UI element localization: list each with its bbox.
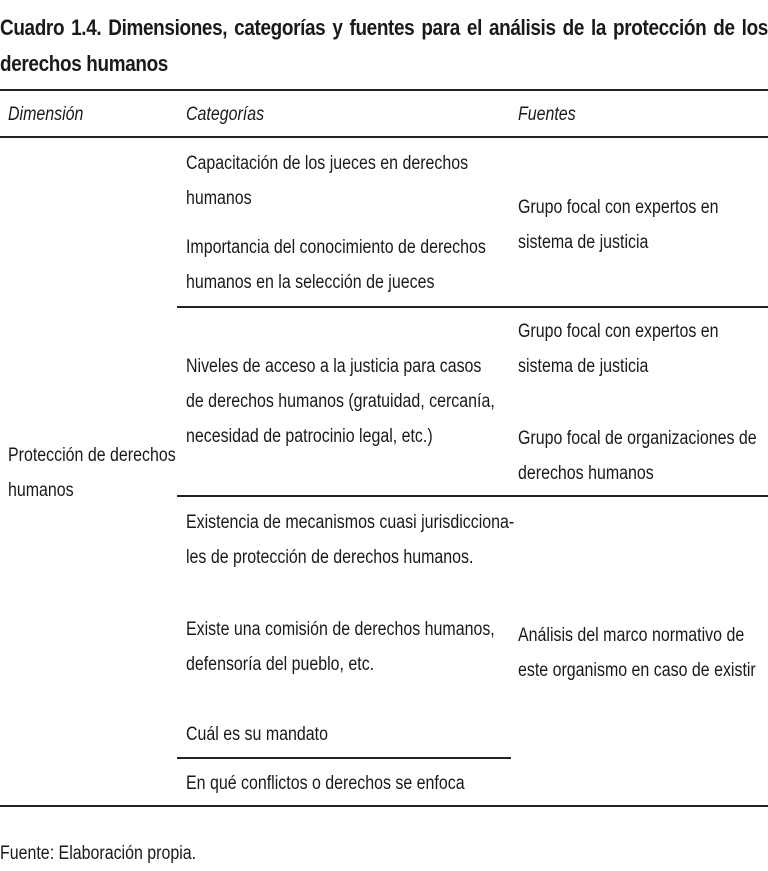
source-grupo-expertos-1-line-1: Grupo focal con expertos en [518,197,719,218]
mandate-row-rule [177,757,511,759]
category-niveles-line-3: necesidad de patrocinio legal, etc.) [186,426,433,447]
category-comision-line-1: Existe una comisión de derechos humanos, [186,619,495,640]
group-1-bottom-rule [177,306,768,308]
category-niveles-line-1: Niveles de acceso a la justicia para casos [186,356,482,377]
category-importancia-line-1: Importancia del conocimiento de derechos [186,237,486,258]
source-grupo-organizaciones-line-1: Grupo focal de organizaciones de [518,428,757,449]
category-mandato: Cuál es su mandato [186,724,328,745]
header-dimension: Dimensión [8,104,84,125]
category-comision-line-2: defensoría del pueblo, etc. [186,654,375,675]
category-conflictos: En qué conflictos o derechos se enfoca [186,773,465,794]
source-grupo-expertos-1-line-2: sistema de justicia [518,232,649,253]
category-mecanismos-line-1: Existencia de mecanismos cuasi jurisdicciona- [186,512,515,533]
group-2-bottom-rule [177,495,768,497]
header-fuentes: Fuentes [518,104,576,125]
category-capacitacion-line-1: Capacitación de los jueces en derechos [186,153,469,174]
source-grupo-expertos-2-line-2: sistema de justicia [518,356,649,377]
category-niveles-line-2: de derechos humanos (gratuidad, cercanía, [186,391,495,412]
source-analisis-line-2: este organismo en caso de existir [518,660,756,681]
category-capacitacion-line-2: humanos [186,188,252,209]
category-mecanismos-line-2: les de protección de derechos humanos. [186,547,474,568]
dimension-line-2: humanos [8,480,74,501]
source-analisis-line-1: Análisis del marco normativo de [518,625,745,646]
header-categorias: Categorías [186,104,265,125]
table-title: Cuadro 1.4. Dimensiones, categorías y fuentes para el análisis de la protección de los derechos humanos [0,15,768,76]
table-bottom-rule [0,805,768,807]
source-grupo-organizaciones-line-2: derechos humanos [518,463,654,484]
dimension-line-1: Protección de derechos [8,445,176,466]
header-bottom-rule [0,136,768,138]
source-grupo-expertos-2-line-1: Grupo focal con expertos en [518,321,719,342]
source-note: Fuente: Elaboración propia. [0,843,197,864]
table-top-rule [0,89,768,91]
category-importancia-line-2: humanos en la selección de jueces [186,272,435,293]
